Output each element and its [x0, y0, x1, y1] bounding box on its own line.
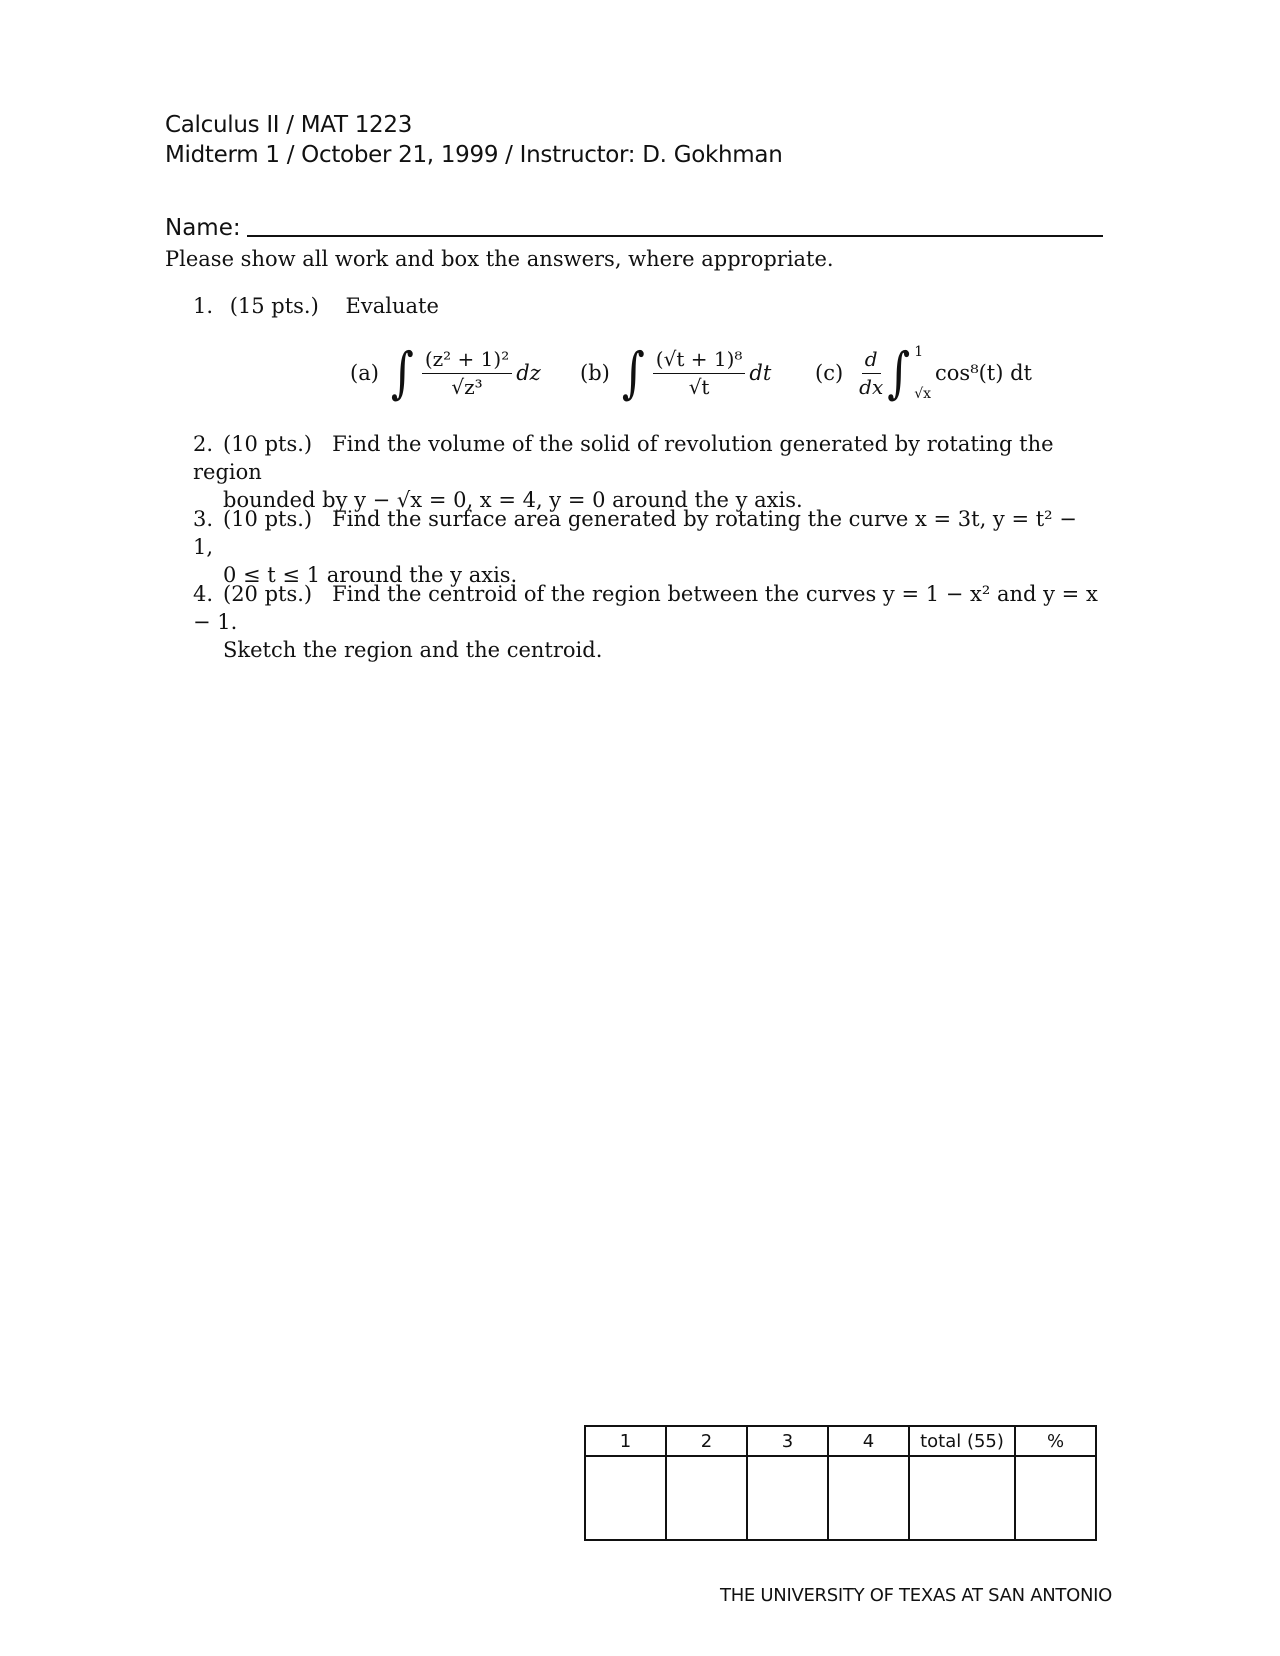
score-table-header [585, 1426, 1096, 1456]
name-field-line[interactable] [247, 235, 1103, 237]
denominator: √z³ [451, 375, 483, 399]
integral-sign-icon: ∫ [390, 341, 414, 405]
problem-3 [193, 505, 1103, 589]
score-header-cell: 1 [585, 1426, 666, 1456]
score-cell-percent[interactable] [1015, 1456, 1096, 1540]
score-cell-1[interactable] [585, 1456, 666, 1540]
problem-text-line1: Find the volume of the solid of revolution generated by rotating the region [193, 432, 1054, 484]
problem-points: (10 pts.) [223, 432, 313, 456]
score-header-cell: 4 [828, 1426, 909, 1456]
integral-sign-icon: ∫ [621, 341, 645, 405]
score-table-row [585, 1456, 1096, 1540]
problem-number: 2. [193, 432, 214, 456]
integral-limits [914, 344, 931, 402]
university-footer: THE UNIVERSITY OF TEXAS AT SAN ANTONIO [720, 1585, 1112, 1606]
problem-2 [193, 430, 1103, 514]
integral-c [815, 338, 1032, 408]
problem-1 [193, 292, 439, 320]
problem-text-line1: Find the centroid of the region between the curves y = 1 − x² and y = x − 1. [193, 582, 1098, 634]
score-cell-4[interactable] [828, 1456, 909, 1540]
name-label: Name: [165, 215, 241, 241]
integral-b [580, 338, 771, 408]
problem-4 [193, 580, 1103, 664]
derivative-operator [859, 347, 883, 399]
problem-text-line1: Find the surface area generated by rotating the curve x = 3t, y = t² − 1, [193, 507, 1077, 559]
differential: dz [516, 361, 541, 385]
score-table [584, 1425, 1097, 1541]
numerator: d [862, 347, 881, 374]
problem-number: 4. [193, 582, 214, 606]
numerator: (√t + 1)⁸ [653, 347, 746, 374]
problem-points: (20 pts.) [223, 582, 313, 606]
problem-text-line2: 0 ≤ t ≤ 1 around the y axis. [223, 563, 518, 587]
integral-a [350, 338, 541, 408]
problem-number: 1. [193, 294, 214, 318]
score-header-cell: % [1015, 1426, 1096, 1456]
denominator: √t [688, 375, 710, 399]
problem-text-line2: Sketch the region and the centroid. [223, 638, 603, 662]
exam-subtitle: Midterm 1 / October 21, 1999 / Instructor: D. Gokhman [165, 142, 783, 168]
numerator: (z² + 1)² [422, 347, 512, 374]
problem-text-line2: bounded by y − √x = 0, x = 4, y = 0 around the y axis. [223, 488, 803, 512]
differential: dt [749, 361, 772, 385]
score-cell-3[interactable] [747, 1456, 828, 1540]
problem-points: (15 pts.) [229, 294, 319, 318]
score-header-cell: 3 [747, 1426, 828, 1456]
denominator: dx [859, 375, 884, 399]
integral-label: (c) [815, 361, 844, 385]
score-header-cell: total (55) [909, 1426, 1015, 1456]
integral-sign-icon: ∫ [887, 341, 911, 405]
lower-limit: √x [914, 386, 932, 402]
problem-points: (10 pts.) [223, 507, 313, 531]
score-cell-total[interactable] [909, 1456, 1015, 1540]
score-header-cell: 2 [666, 1426, 747, 1456]
integral-list [350, 338, 1050, 408]
problem-text: Evaluate [345, 294, 439, 318]
problem-number: 3. [193, 507, 214, 531]
course-title: Calculus II / MAT 1223 [165, 112, 413, 138]
integral-label: (b) [580, 361, 610, 385]
integrand: cos⁸(t) dt [935, 361, 1032, 385]
fraction [653, 347, 746, 399]
score-cell-2[interactable] [666, 1456, 747, 1540]
integral-label: (a) [350, 361, 379, 385]
fraction [422, 347, 512, 399]
upper-limit: 1 [914, 344, 924, 360]
instructions: Please show all work and box the answers, where appropriate. [165, 247, 834, 271]
